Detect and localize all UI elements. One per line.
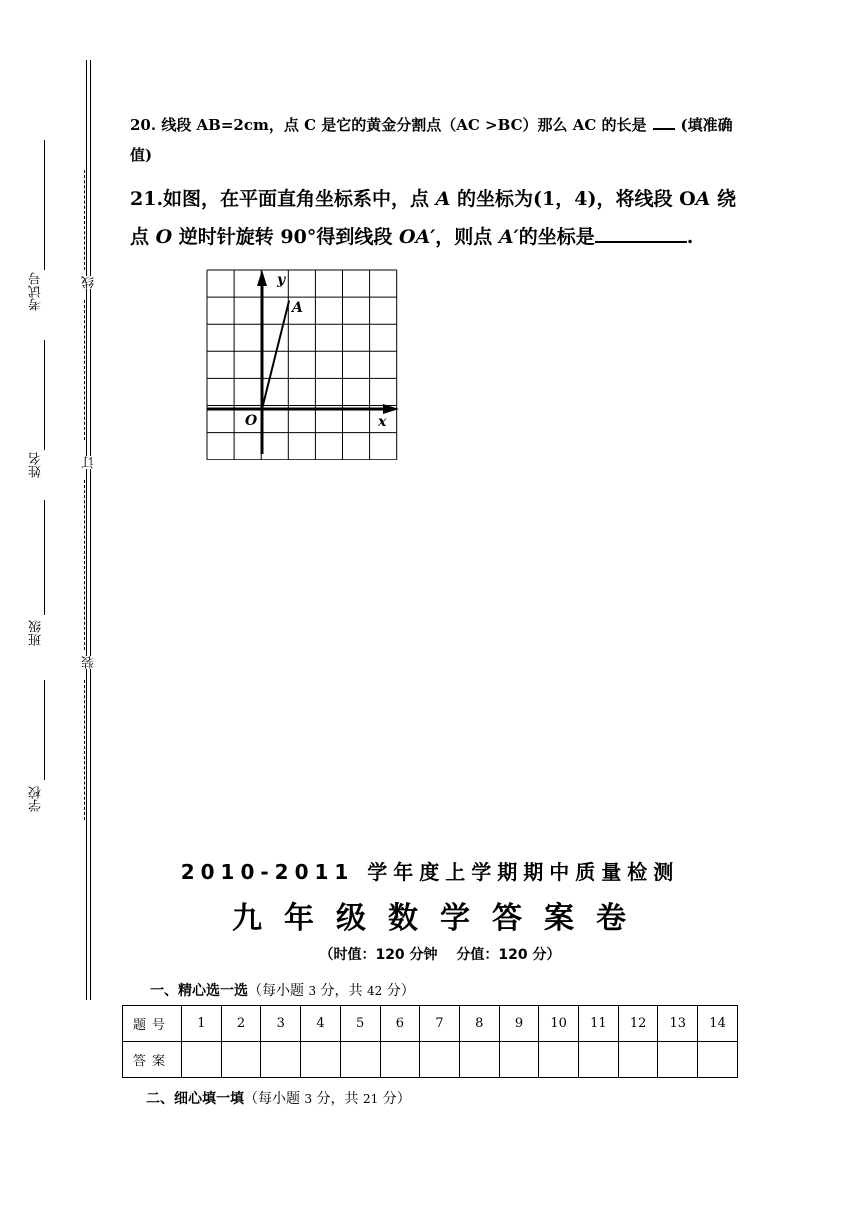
question-number-cell: 8 (459, 1006, 499, 1042)
question-20 (130, 110, 740, 170)
question-number-cell: 2 (221, 1006, 261, 1042)
answer-cell[interactable] (182, 1042, 222, 1078)
q21-answer-blank[interactable] (595, 223, 687, 243)
answer-table-answer-row (123, 1042, 738, 1078)
section-2-label: 二、细心填一填 (146, 1091, 244, 1107)
section-1-label: 一、精心选一选 (150, 983, 248, 999)
answer-cell[interactable] (658, 1042, 698, 1078)
question-number-cell: 7 (420, 1006, 460, 1042)
label-exam-no: 考试号 (29, 272, 44, 311)
q21-text-3: 绕点 (130, 188, 736, 248)
q21-period: . (686, 226, 694, 248)
section-2-note-b: 分，共 (312, 1091, 363, 1107)
answer-cell[interactable] (340, 1042, 380, 1078)
y-axis-arrow (257, 270, 267, 286)
answer-table-answer-head: 答案 (123, 1042, 182, 1078)
label-o: O (245, 413, 258, 429)
cut-line-2 (84, 300, 85, 440)
underline-class (44, 500, 45, 615)
q21-point-a-prime: A′ (498, 226, 519, 248)
section-1-note-c: 分） (382, 983, 415, 999)
answer-table-number-head: 题号 (123, 1006, 182, 1042)
question-number-cell: 4 (301, 1006, 341, 1042)
underline-name (44, 340, 45, 450)
section-2-title (146, 1088, 411, 1108)
section-1-points-total: 42 (367, 984, 383, 998)
exam-title: 九年级数学答案卷 (232, 901, 648, 936)
answer-table-number-row (123, 1006, 738, 1042)
q21-text-2: 的坐标为(1，4)，将线段 O (450, 188, 696, 210)
side-char-line: 线 (82, 276, 97, 289)
q20-answer-blank[interactable] (653, 114, 675, 130)
section-1-title (150, 980, 415, 1000)
section-2-note-c: 分） (378, 1091, 411, 1107)
question-number-cell: 13 (658, 1006, 698, 1042)
section-2-note-a: （每小题 (244, 1091, 305, 1107)
cut-line-1 (84, 170, 85, 270)
answer-cell[interactable] (459, 1042, 499, 1078)
exam-header-year: 2010-2011 学年度上学期期中质量检测 (180, 860, 680, 884)
question-number-cell: 1 (182, 1006, 222, 1042)
answer-cell[interactable] (380, 1042, 420, 1078)
q21-point-o: O (155, 226, 173, 248)
cut-line-4 (84, 680, 85, 820)
answer-cell[interactable] (301, 1042, 341, 1078)
underline-exam-no (44, 140, 45, 270)
question-21 (130, 180, 740, 256)
question-number-cell: 6 (380, 1006, 420, 1042)
q21-point-a: A (435, 188, 451, 210)
answer-cell[interactable] (261, 1042, 301, 1078)
question-number-cell: 5 (340, 1006, 380, 1042)
answer-cell[interactable] (539, 1042, 579, 1078)
question-number-cell: 3 (261, 1006, 301, 1042)
cut-line-3 (84, 480, 85, 650)
label-a: A (292, 300, 303, 316)
q21-text-1: 21.如图，在平面直角坐标系中，点 (130, 188, 436, 210)
section-2-points-each: 3 (304, 1092, 313, 1106)
exam-time-score: （时值：120 分钟 分值：120 分） (319, 947, 561, 963)
q21-segment-oa-prime: OA′ (398, 226, 436, 248)
q20-text: 20. 线段 AB=2cm，点 C 是它的黄金分割点（AC >BC）那么 AC 的长是 (130, 116, 647, 134)
label-x: x (378, 414, 387, 430)
q21-text-4: 逆时针旋转 90°得到线段 (172, 226, 399, 248)
section-1-note-a: （每小题 (248, 983, 309, 999)
q21-text-5: ，则点 (435, 226, 499, 248)
coordinate-grid-figure (205, 268, 405, 460)
question-number-cell: 14 (698, 1006, 738, 1042)
answer-cell[interactable] (698, 1042, 738, 1078)
question-number-cell: 10 (539, 1006, 579, 1042)
section-1-points-each: 3 (308, 984, 317, 998)
answer-cell[interactable] (221, 1042, 261, 1078)
question-number-cell: 11 (579, 1006, 619, 1042)
answer-cell[interactable] (618, 1042, 658, 1078)
section-2-points-total: 21 (363, 1092, 379, 1106)
label-name: 姓名 (29, 452, 44, 478)
answer-cell[interactable] (499, 1042, 539, 1078)
answer-table (122, 1005, 738, 1078)
answer-cell[interactable] (579, 1042, 619, 1078)
answer-cell[interactable] (420, 1042, 460, 1078)
label-y: y (277, 272, 286, 288)
section-1-note-b: 分，共 (316, 983, 367, 999)
underline-school (44, 680, 45, 780)
side-char-staple: 装 (82, 656, 97, 669)
question-number-cell: 9 (499, 1006, 539, 1042)
q21-text-6: 的坐标是 (518, 226, 595, 248)
label-school: 学校 (29, 786, 44, 812)
q21-segment-a: A (695, 188, 711, 210)
question-number-cell: 12 (618, 1006, 658, 1042)
segment-oa (262, 301, 289, 409)
q20-note: (填准确值) (130, 116, 733, 164)
grid-lines (207, 270, 397, 460)
side-char-bind: 订 (82, 456, 97, 469)
label-class: 班级 (29, 620, 44, 646)
